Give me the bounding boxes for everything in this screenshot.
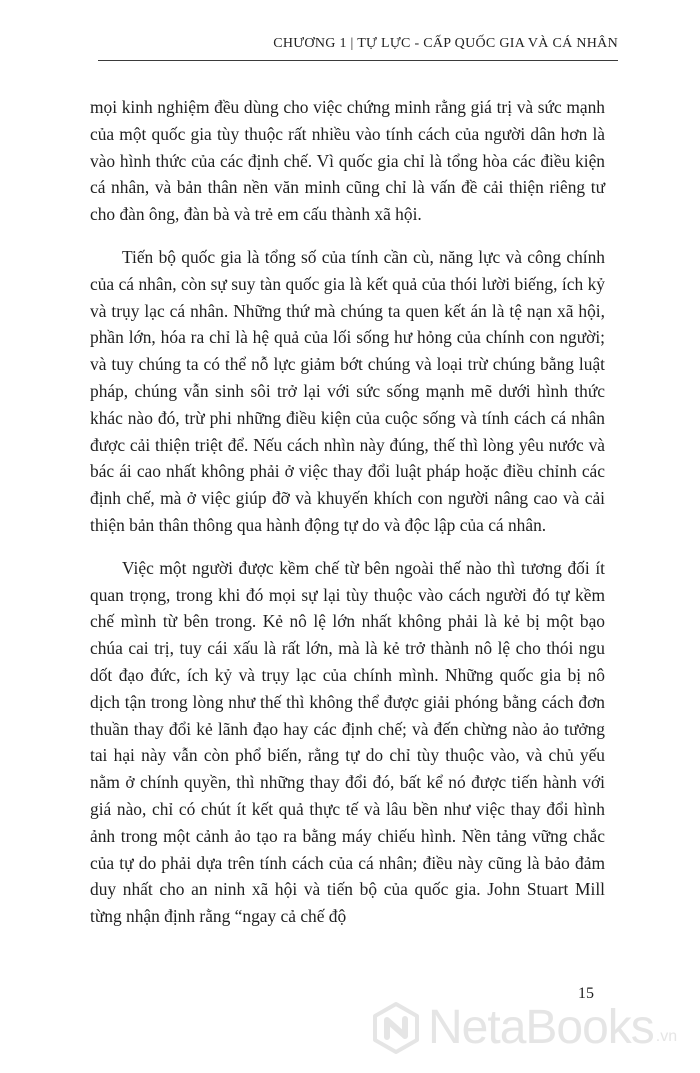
paragraph: Tiến bộ quốc gia là tổng số của tính cần cù, năng lực và công chính của cá nhân, còn sự suy tàn quốc gia là kết quả của thói lười biếng, ích kỷ và trụy lạc cá nhân. Những thứ mà chúng ta quen kết án là tệ nạn xã hội, phần lớn, hóa ra chỉ là hệ quả của lối sống hư hỏng của chính con người; và tuy chúng ta có thể nỗ lực giảm bớt chúng và loại trừ chúng bằng luật pháp, chúng vẫn sinh sôi trở lại với sức sống mạnh mẽ dưới hình thức khác nào đó, trừ phi những điều kiện của cuộc sống và tính cách cá nhân được cải thiện triệt để. Nếu cách nhìn này đúng, thế thì lòng yêu nước và bác ái cao nhất không phải ở việc thay đổi luật pháp hoặc điều chỉnh các định chế, mà ở việc giúp đỡ và khuyến khích con người nâng cao và cải thiện bản thân thông qua hành động tự do và độc lập của cá nhân. [90,246,605,535]
watermark-tld: .vn [655,1028,678,1045]
page-number: 15 [578,985,594,1002]
paragraph-continued: mọi kinh nghiệm đều dùng cho việc chứng minh rằng giá trị và sức mạnh của một quốc gia tùy thuộc rất nhiều vào tính cách của người dân hơn là vào hình thức của các định chế. Vì quốc gia chỉ là tổng hòa các điều kiện cá nhân, và bản thân nền văn minh cũng chỉ là vấn đề cải thiện riêng tư cho đàn ông, đàn bà và trẻ em cấu thành xã hội. [90,97,605,225]
running-header: CHƯƠNG 1 | TỰ LỰC - CẤP QUỐC GIA VÀ CÁ NHÂN [98,36,618,61]
watermark-brand: NetaBooks [428,1001,654,1054]
netabooks-logo-icon [368,1000,424,1056]
body-text [90,94,605,946]
paragraph: Việc một người được kềm chế từ bên ngoài thế nào thì tương đối ít quan trọng, trong khi đó mọi sự lại tùy thuộc vào cách người đó tự kềm chế mình từ bên trong. Kẻ nô lệ lớn nhất không phải là kẻ bị một bạo chúa cai trị, tuy cái xấu là rất lớn, mà là kẻ trở thành nô lệ cho thói ngu dốt đạo đức, ích kỷ và trụy lạc của chính mình. Những quốc gia bị nô dịch tận trong lòng như thế thì không thể được giải phóng bằng cách đơn thuần thay đổi kẻ lãnh đạo hay các định chế; và đến chừng nào ảo tưởng tai hại này vẫn còn phổ biến, rằng tự do chỉ tùy thuộc vào, và chủ yếu nằm ở chính quyền, thì những thay đổi đó, bất kể nó được tiến hành với giá nào, chỉ có chút ít kết quả thực tế và lâu bền như việc thay đổi hình ảnh trong một cảnh ảo tạo ra bằng máy chiếu hình. Nền tảng vững chắc của tự do phải dựa trên tính cách của cá nhân; điều này cũng là bảo đảm duy nhất cho an ninh xã hội và tiến bộ của quốc gia. John Stuart Mill từng nhận định rằng “ngay cả chế độ [90,557,605,927]
watermark [368,1000,677,1056]
